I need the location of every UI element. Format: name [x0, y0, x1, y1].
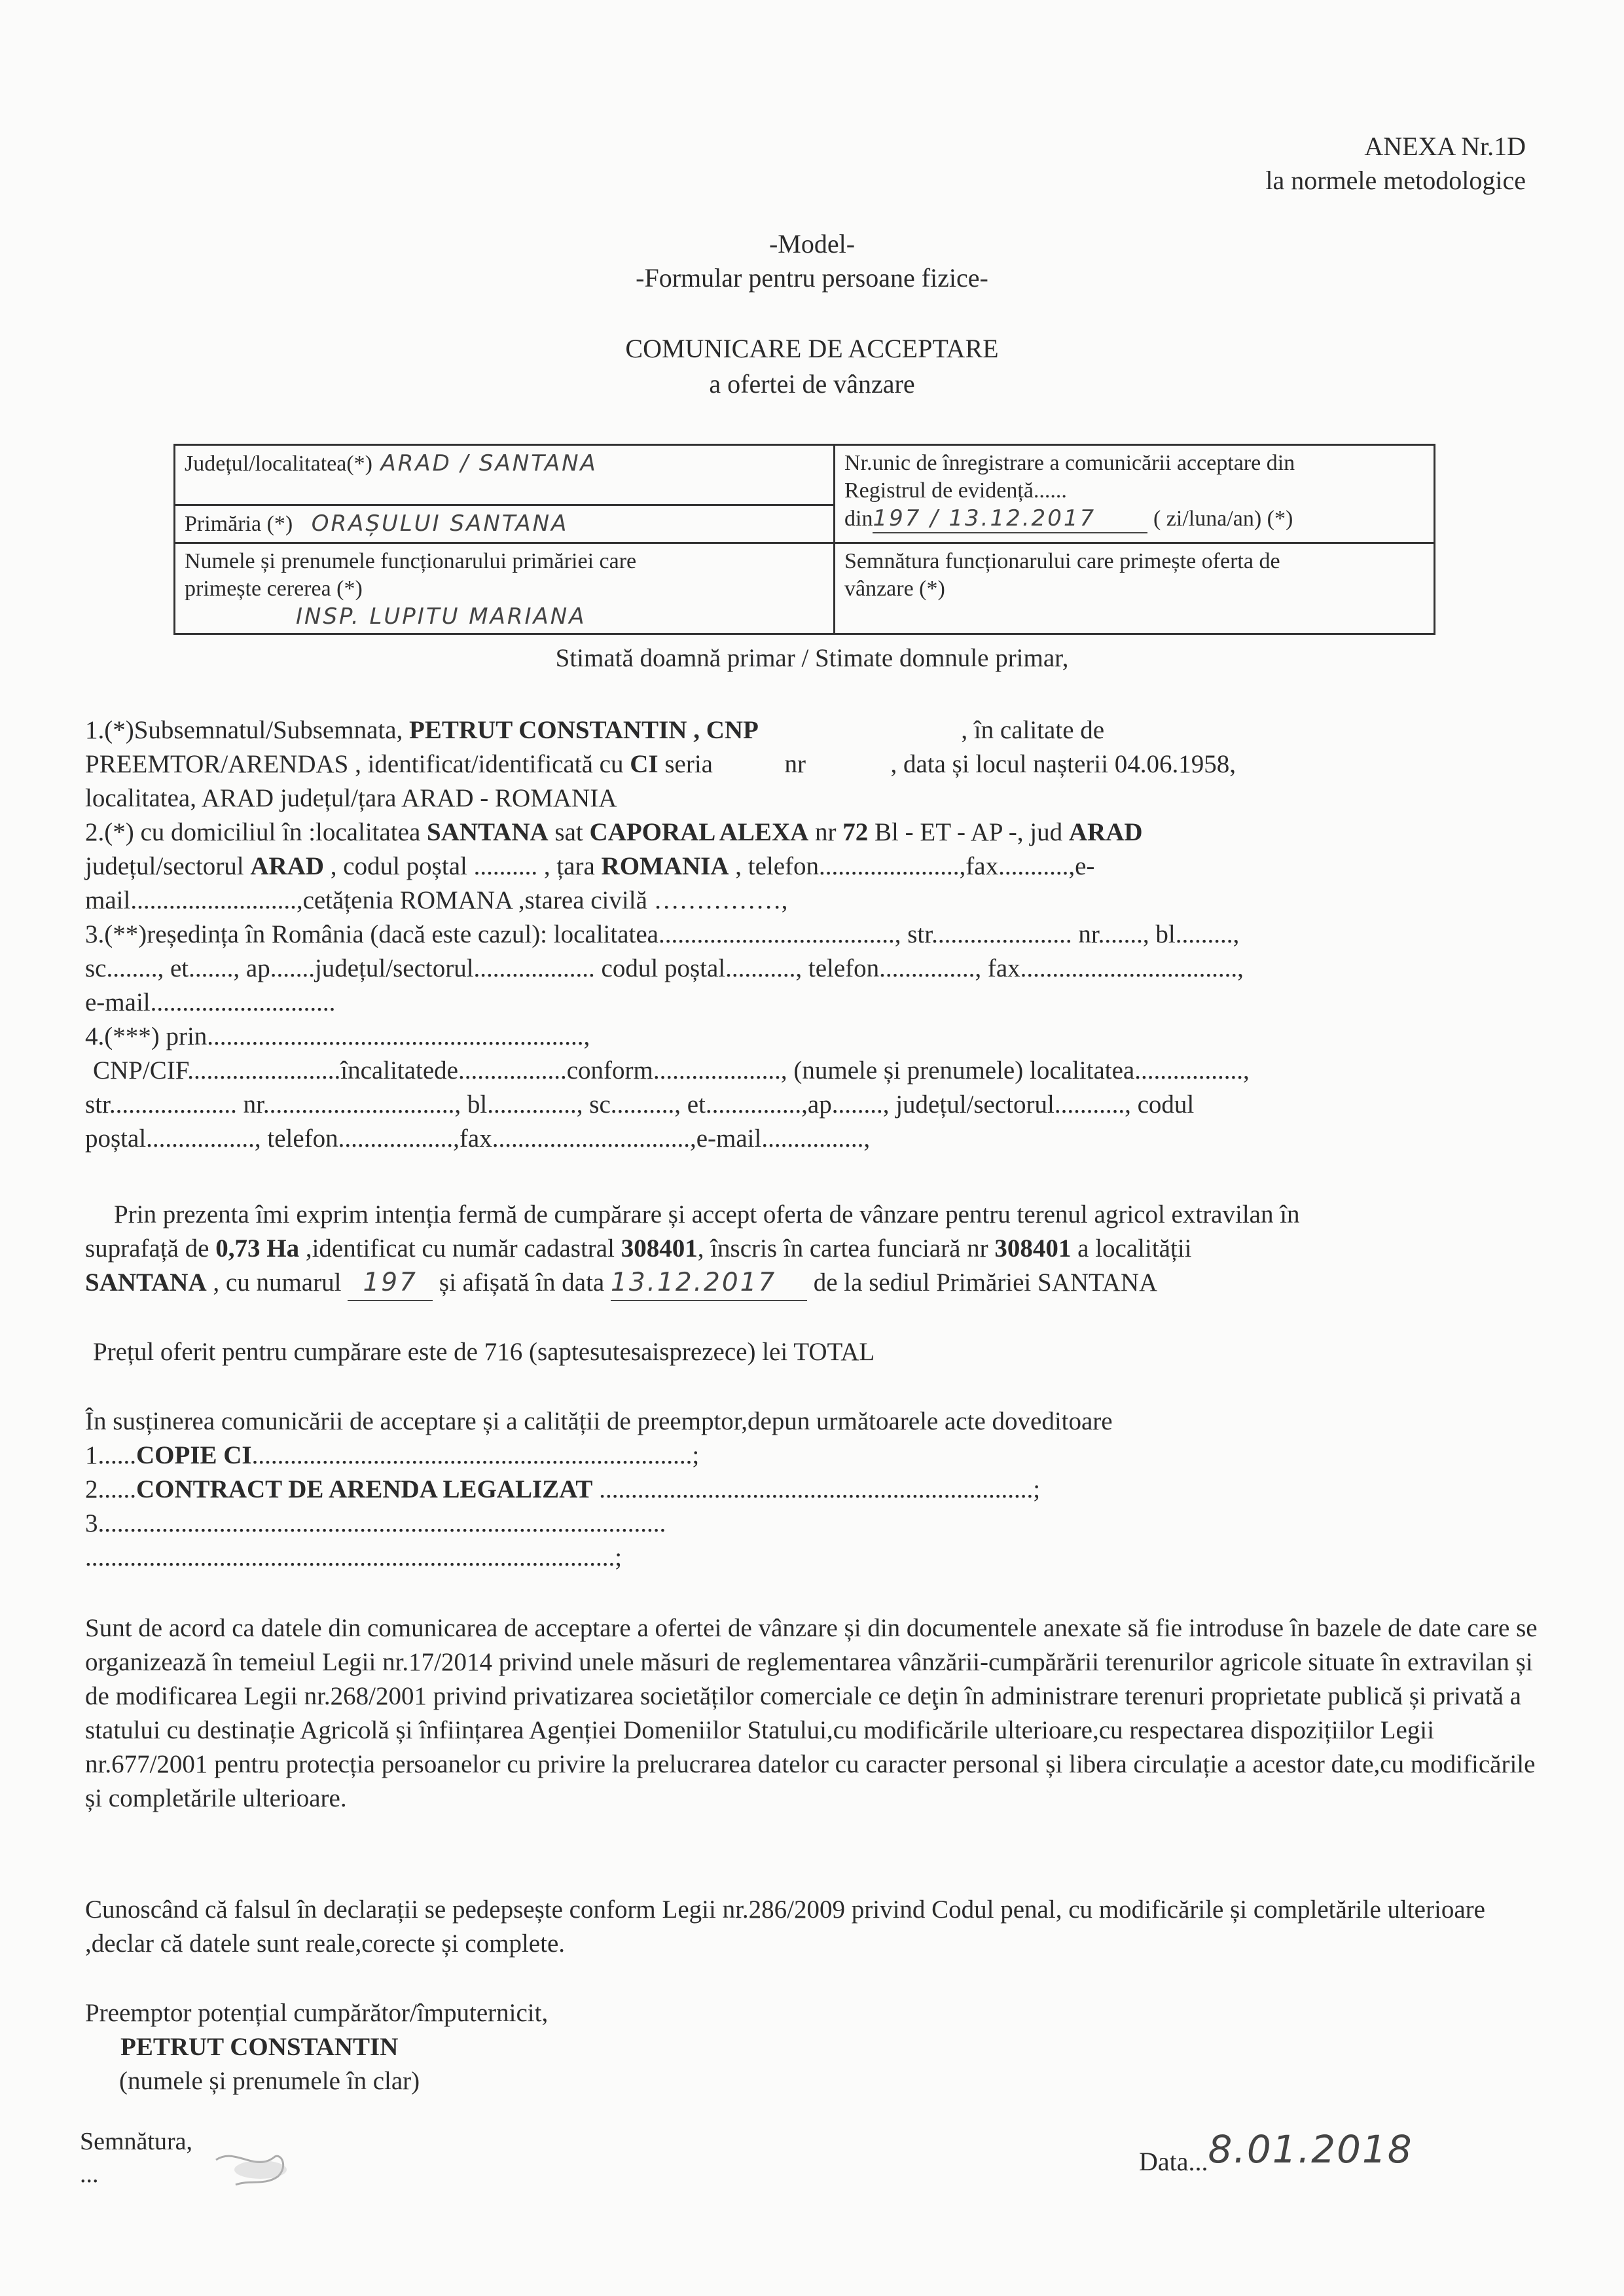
number-label: nr	[815, 818, 837, 846]
documents-intro: În susținerea comunicării de acceptare și a calității de preemptor,depun următoarele acte doveditoare	[85, 1407, 1113, 1435]
offer-date-value: 13.12.2017	[611, 1266, 807, 1301]
area-value: 0,73 Ha	[215, 1234, 300, 1263]
document-subtitle: a ofertei de vânzare	[709, 369, 915, 399]
applicant-name: PETRUT CONSTANTIN	[409, 716, 687, 744]
signature-mark	[209, 2140, 295, 2193]
annex-header	[1265, 130, 1526, 198]
locality-label: a localității	[1077, 1234, 1192, 1263]
residence-line-2: sc........, et......., ap.......județul/sectorul................... codul poștal..........., telefon..............., fax..................................,	[85, 954, 1244, 982]
offer-location: de la sediul Primăriei SANTANA	[813, 1268, 1158, 1297]
date-field	[1139, 2127, 1413, 2179]
cnp-label: , CNP	[693, 716, 759, 744]
document-title: COMUNICARE DE ACCEPTARE	[625, 334, 999, 363]
domicile-intro: 2.(*) cu domiciliul în :localitatea	[85, 818, 421, 846]
annex-subtitle: la normele metodologice	[1265, 166, 1526, 195]
signature-label-footer: Semnătura,	[80, 2128, 193, 2155]
birth-info: , data și locul nașterii 04.06.1958,	[890, 750, 1236, 778]
price-statement: Prețul oferit pentru cumpărare este de 716 (saptesutesaisprezece) lei TOTAL	[93, 1338, 875, 1366]
land-book-value: 308401	[994, 1234, 1072, 1263]
section-identity	[85, 713, 1525, 816]
id-series-label: seria	[664, 750, 713, 778]
section-proxy	[85, 1020, 1525, 1156]
offer-date-label: și afișată în data	[439, 1268, 605, 1297]
document-4: ...................................................................................;	[85, 1543, 623, 1571]
official-label: Numele și prenumele funcționarului primăriei care	[185, 549, 637, 573]
declaration-paragraph: Cunoscând că falsul în declarații se pedepsește conform Legii nr.286/2009 privind Codul penal, cu modificările și completările ulterioare ,declar că datele sunt reale,corecte și complete.	[85, 1895, 1485, 1958]
mayoralty-label: Primăria (*)	[185, 512, 293, 536]
signature-dots: ...	[80, 2161, 99, 2188]
country-value: ROMANIA	[601, 852, 729, 880]
section-documents	[85, 1405, 1525, 1575]
id-type: CI	[630, 750, 659, 778]
county-value-bold: ARAD	[1068, 818, 1143, 846]
offer-number-value: 197	[348, 1266, 433, 1301]
registration-prefix: din	[844, 507, 873, 531]
residence-line-3: e-mail.............................	[85, 988, 336, 1016]
date-value: 8.01.2018	[1208, 2127, 1413, 2172]
document-1-dots: .....................................................................;	[251, 1441, 700, 1469]
village-value: CAPORAL ALEXA	[589, 818, 809, 846]
county-label: Județul/localitatea(*)	[185, 452, 372, 476]
consent-paragraph: Sunt de acord ca datele din comunicarea de acceptare a ofertei de vânzare și din documentele anexate să fie introduse în bazele de date care se organizează în temeiul Legii nr.17/2014 privind unele măsuri de reglementarea vânzării-cumpărării terenurilor agricole situate în extravilan și de modificarea Legii nr.268/2001 privind privatizarea societăților comerciale ce deţin în administrare terenuri proprietate publică și privată a statului cu destinație Agricolă și înființarea Agenției Domeniilor Statului,cu modificările ulterioare,cu respectarea dispozițiilor Legii nr.677/2001 pentru protecția persoanelor cu privire la prelucrarea datelor cu caracter personal și libera circulație a acestor date,cu modificările și completările ulterioare.	[85, 1614, 1538, 1812]
registration-suffix: ( zi/luna/an) (*)	[1153, 507, 1293, 531]
form-type-label: -Formular pentru persoane fizice-	[636, 263, 988, 293]
mayoralty-cell	[175, 505, 835, 543]
registration-cell	[835, 445, 1435, 543]
land-book-label: , înscris în cartea funciară nr	[697, 1234, 988, 1263]
id-number-label: nr	[784, 750, 806, 778]
applicant-name-footer: PETRUT CONSTANTIN	[120, 2033, 399, 2061]
section-domicile	[85, 816, 1525, 918]
document-2-number: 2......	[85, 1475, 136, 1503]
contact-fields: , telefon......................,fax...........,e-	[735, 852, 1095, 880]
email-citizenship: mail..........................,cetățenia ROMANA ,starea civilă ……………,	[85, 886, 788, 914]
intent-line-1: Prin prezenta îmi exprim intenția fermă de cumpărare și accept oferta de vânzare pentru terenul agricol extravilan în	[114, 1200, 1300, 1229]
identity-intro: 1.(*)Subsemnatul/Subsemnata,	[85, 716, 403, 744]
sector-label: județul/sectorul	[85, 852, 244, 880]
number-value: 72	[842, 818, 869, 846]
registration-label: Nr.unic de înregistrare a comunicării acceptare din	[844, 451, 1295, 475]
area-label: suprafață de	[85, 1234, 209, 1263]
capacity-label: , în calitate de	[961, 716, 1105, 744]
official-value: INSP. LUPITU MARIANA	[296, 603, 586, 630]
registration-value: 197 / 13.12.2017	[873, 505, 1147, 533]
registration-table	[173, 444, 1435, 635]
proxy-line-4: poștal................., telefon..................,fax...............................,e-mail................,	[85, 1124, 871, 1153]
official-cell	[175, 543, 835, 634]
capacity-value: PREEMTOR/ARENDAS , identificat/identificată cu	[85, 750, 624, 778]
name-hint: (numele și prenumele în clar)	[119, 2067, 420, 2095]
postal-country-label: , codul poștal .......... , țara	[330, 852, 595, 880]
model-label: -Model-	[768, 229, 856, 259]
signature-cell	[835, 543, 1435, 634]
cadastral-label: ,identificat cu număr cadastral	[305, 1234, 615, 1263]
cadastral-value: 308401	[621, 1234, 698, 1263]
signature-label-2: vânzare (*)	[844, 577, 945, 601]
birth-locality: localitatea, ARAD județul/țara ARAD - ROMANIA	[85, 784, 617, 812]
date-label: Data...	[1139, 2147, 1208, 2176]
mayoralty-value: ORAȘULUI SANTANA	[311, 511, 569, 537]
document-1: COPIE CI	[136, 1441, 252, 1469]
registration-label-2: Registrul de evidență......	[844, 478, 1067, 503]
official-label-2: primește cererea (*)	[185, 577, 363, 601]
applicant-role: Preemptor potențial cumpărător/împuternicit,	[85, 1999, 549, 2027]
document-2-dots: ....................................................................;	[592, 1475, 1041, 1503]
signature-label: Semnătura funcționarului care primește oferta de	[844, 549, 1280, 573]
offer-number-label: , cu numarul	[213, 1268, 342, 1297]
proxy-line-1: 4.(***) prin...........................................................,	[85, 1022, 590, 1050]
sector-value: ARAD	[250, 852, 325, 880]
building-info: Bl - ET - AP -, jud	[875, 818, 1063, 846]
section-residence	[85, 918, 1525, 1020]
county-cell	[175, 445, 835, 505]
annex-number: ANEXA Nr.1D	[1364, 132, 1526, 161]
village-label: sat	[554, 818, 583, 846]
county-value: ARAD / SANTANA	[380, 450, 598, 476]
document-3: 3.........................................................................................	[85, 1509, 666, 1537]
section-intent	[85, 1198, 1525, 1301]
document-1-number: 1......	[85, 1441, 136, 1469]
intent-locality: SANTANA	[85, 1268, 207, 1297]
proxy-line-3: str.................... nr.............................., bl.............., sc.........., et...............,ap........, județul/sectorul..........., codul	[85, 1090, 1195, 1119]
proxy-line-2: CNP/CIF........................încalitatede.................conform...................., (numele și prenumele) localitatea.................,	[93, 1056, 1250, 1085]
signature-block	[85, 1996, 1525, 2098]
document-2: CONTRACT DE ARENDA LEGALIZAT	[136, 1475, 593, 1503]
salutation: Stimată doamnă primar / Stimate domnule primar,	[555, 644, 1069, 672]
residence-line-1: 3.(**)reședința în România (dacă este cazul): localitatea....................................., str...................... nr......., bl.........,	[85, 920, 1240, 948]
domicile-locality: SANTANA	[427, 818, 549, 846]
